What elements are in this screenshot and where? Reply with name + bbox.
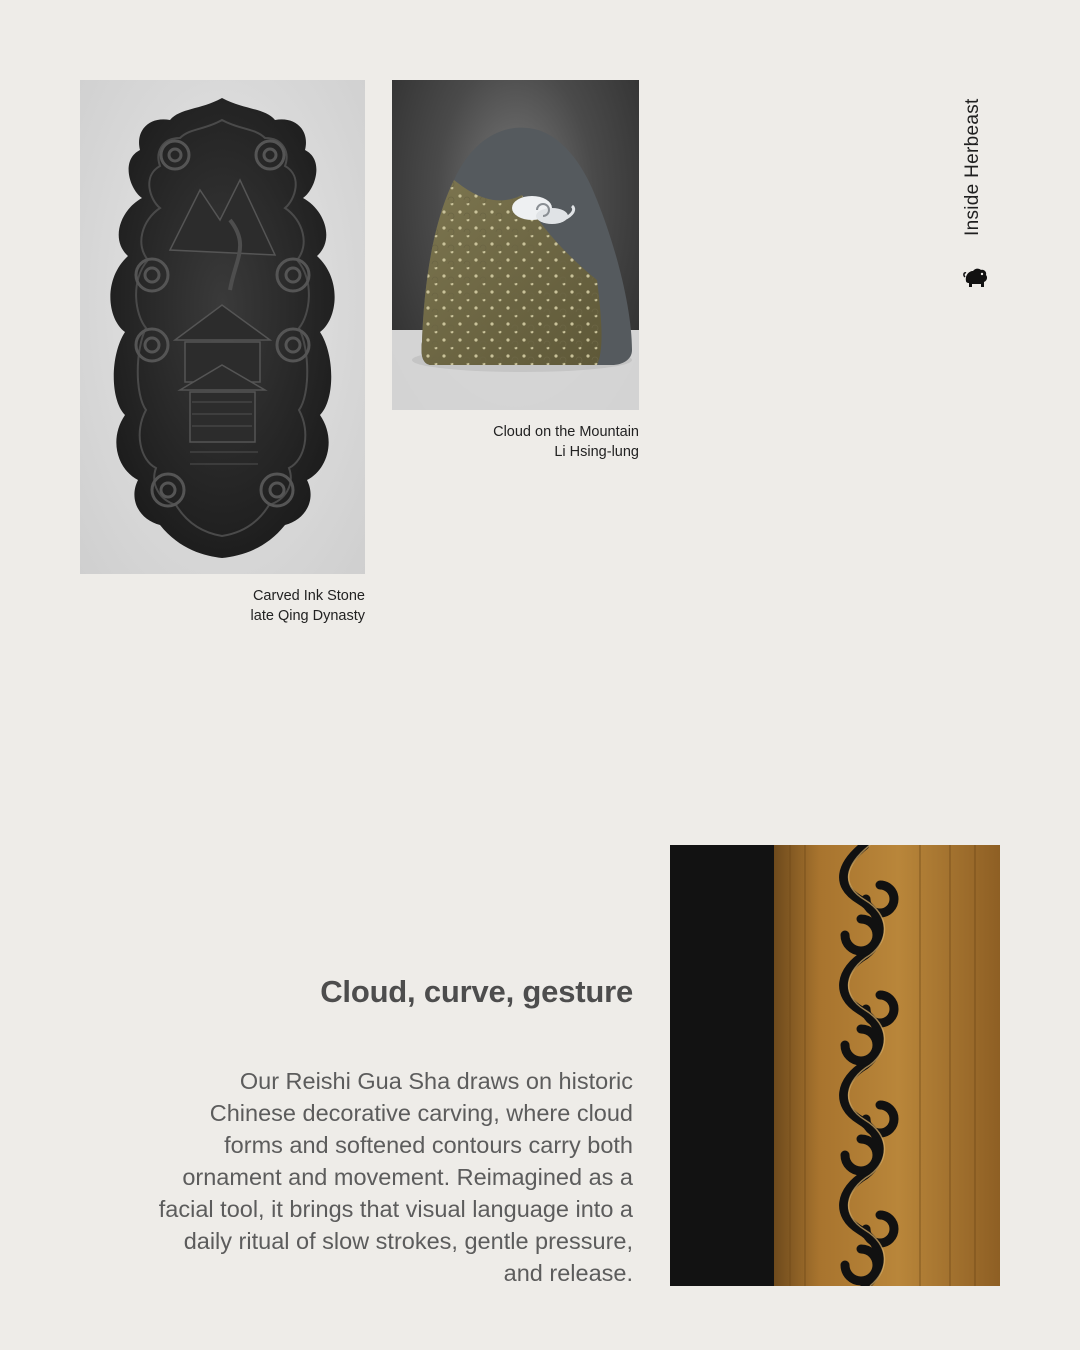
carved-wood-image: [670, 845, 1000, 1286]
brand-name: Inside Herbeast: [962, 98, 983, 236]
beast-icon: [962, 263, 990, 291]
ink-stone-caption: [80, 586, 365, 626]
brand-label: [962, 90, 992, 240]
cloud-mountain-caption: [392, 422, 639, 462]
ink-stone-image: [80, 80, 365, 574]
ink-stone-title: Carved Ink Stone: [252, 588, 365, 604]
ink-stone-subtitle: late Qing Dynasty: [250, 608, 365, 624]
article-headline: Cloud, curve, gesture: [320, 974, 633, 1009]
cloud-mountain-title: Cloud on the Mountain: [493, 424, 639, 440]
article-body: Our Reishi Gua Sha draws on historic Chinese decorative carving, where cloud forms and softened contours carry both ornament and movement. Reimagined as a facial tool, it brings that visual language into a daily ritual of slow strokes, gentle pressure, and release.: [158, 1068, 633, 1286]
cloud-mountain-subtitle: Li Hsing-lung: [554, 444, 639, 460]
cloud-mountain-image: [392, 80, 639, 410]
